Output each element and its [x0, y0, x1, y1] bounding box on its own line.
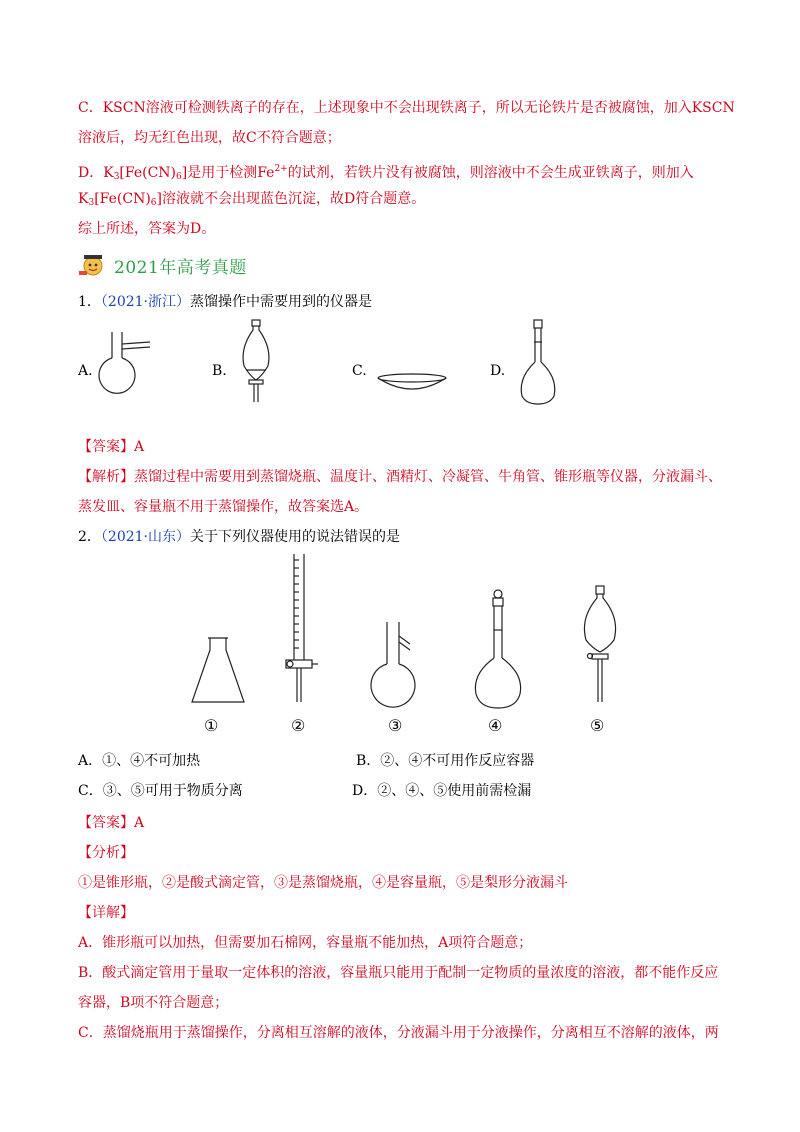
c-line-1: C．KSCN溶液可检测铁离子的存在，上述现象中不会出现铁离子，所以无论铁片是否被腐蚀，加入KSCN [78, 100, 735, 116]
q1-answer: 【答案】A [78, 439, 145, 455]
section-heading [78, 252, 247, 278]
q2-option-c: C．③、⑤可用于物质分离 [78, 783, 243, 799]
q2-analysis-head: 【分析】 [78, 845, 134, 861]
q1-separatory-funnel-icon [236, 318, 276, 403]
q1-stem: 1．（2021·浙江）蒸馏操作中需要用到的仪器是 [78, 294, 373, 310]
q2-option-d: D．②、④、⑤使用前需检漏 [352, 783, 532, 799]
q2-distillation-flask-icon [370, 620, 430, 710]
q1-option-a: A. [78, 363, 93, 379]
q1-distillation-flask-icon [96, 330, 156, 400]
section-title: 2021年高考真题 [114, 257, 247, 278]
d-line-1: D．$K_3[Fe(CN)_6]$是用于检测$Fe^{2+}$的试剂，若铁片没有被腐蚀，则溶液中不会生成亚铁离子，则加入 [78, 164, 694, 182]
q2-pear-funnel-icon [576, 584, 624, 709]
q1-option-b: B. [212, 363, 227, 379]
q1-evaporating-dish-icon [372, 370, 452, 400]
q1-option-d: D. [490, 363, 506, 379]
q2-analysis-text: ①是锥形瓶，②是酸式滴定管，③是蒸馏烧瓶，④是容量瓶，⑤是梨形分液漏斗 [78, 875, 568, 891]
q2-label-1: ① [204, 716, 219, 735]
q2-label-2: ② [291, 716, 306, 735]
q2-volumetric-flask-icon [466, 588, 530, 713]
q2-label-3: ③ [388, 716, 403, 735]
summary-line: 综上所述，答案为D。 [78, 221, 216, 237]
q2-detail-c-1: C．蒸馏烧瓶用于蒸馏操作，分离相互溶解的液体，分液漏斗用于分液操作，分离相互不溶解的液体，两 [78, 1025, 719, 1041]
q2-detail-a: A．锥形瓶可以加热，但需要加石棉网，容量瓶不能加热，A项符合题意； [78, 935, 533, 951]
q1-analysis-line-2: 蒸发皿、容量瓶不用于蒸馏操作，故答案选A。 [78, 499, 369, 515]
q2-erlenmeyer-flask-icon [188, 636, 248, 706]
c-line-2: 溶液后，均无红色出现，故C不符合题意； [78, 130, 341, 146]
q2-detail-b-1: B．酸式滴定管用于量取一定体积的溶液，容量瓶只能用于配制一定物质的量浓度的溶液，都不能作反应 [78, 965, 719, 981]
q2-answer: 【答案】A [78, 815, 145, 831]
q2-label-4: ④ [488, 716, 503, 735]
q2-detail-b-2: 容器，B项不符合题意； [78, 995, 229, 1011]
q2-option-a: A．①、④不可加热 [78, 753, 201, 769]
q2-stem: 2．（2021·山东）关于下列仪器使用的说法错误的是 [78, 529, 401, 545]
q1-option-c: C. [352, 363, 367, 379]
mascot-logo-icon [78, 253, 108, 277]
d-line-2: $K_3[Fe(CN)_6]$溶液就不会出现蓝色沉淀，故D符合题意。 [78, 191, 426, 208]
q1-volumetric-flask-icon [514, 318, 564, 406]
q2-option-b: B．②、④不可用作反应容器 [356, 753, 535, 769]
q2-label-5: ⑤ [590, 716, 605, 735]
q1-analysis-line-1: 【解析】蒸馏过程中需要用到蒸馏烧瓶、温度计、酒精灯、冷凝管、牛角管、锥形瓶等仪器，分液漏斗、 [78, 469, 722, 485]
q2-burette-icon [282, 552, 322, 712]
q2-detail-head: 【详解】 [78, 905, 134, 921]
